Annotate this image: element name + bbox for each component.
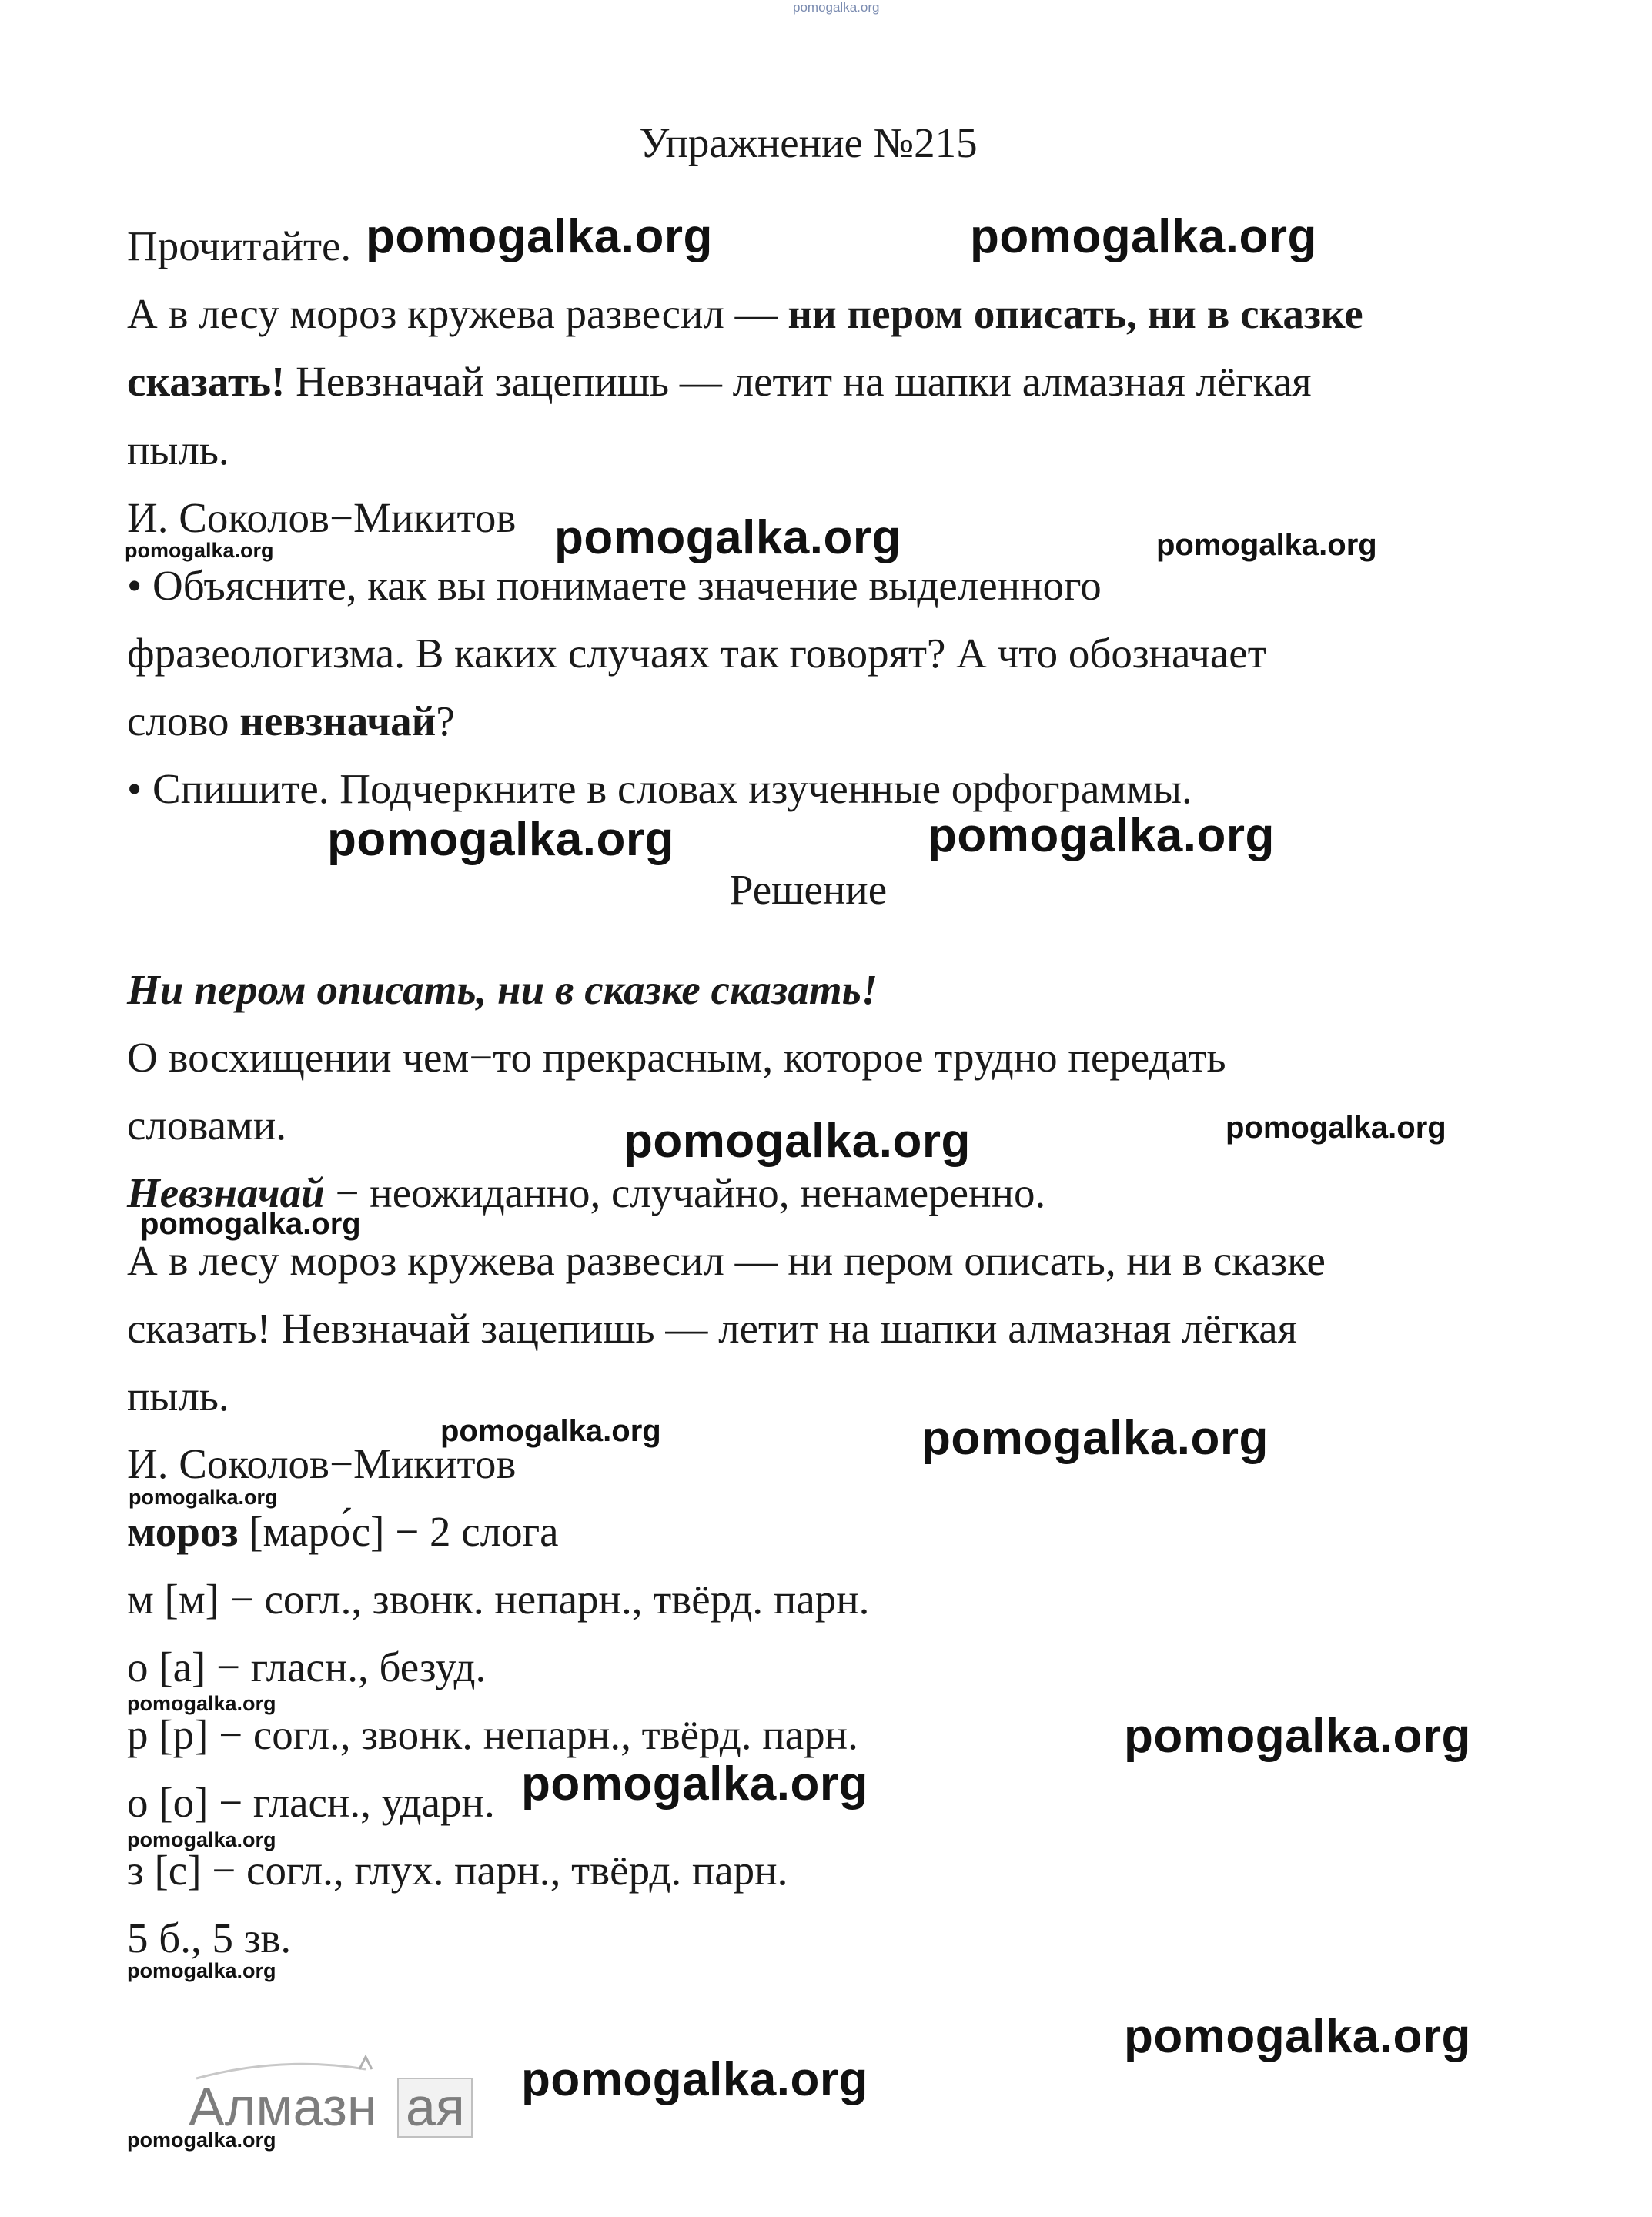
watermark: pomogalka.org	[521, 2053, 868, 2106]
watermark: pomogalka.org	[125, 539, 274, 562]
keyword-nevznachai: невзначай	[239, 697, 436, 744]
sound-row: р [р] − согл., звонк. непарн., твёрд. парн.	[127, 1711, 858, 1758]
watermark: pomogalka.org	[366, 210, 713, 263]
question-mark: ?	[436, 697, 455, 744]
watermark: pomogalka.org	[1124, 1710, 1471, 1763]
copied-text-line-3: пыль.	[127, 1373, 229, 1419]
task-author: И. Соколов−Микитов	[127, 494, 517, 541]
sound-row: з [с] − согл., глух. парн., твёрд. парн.	[127, 1847, 788, 1894]
watermark: pomogalka.org	[921, 1412, 1269, 1465]
copied-author: И. Соколов−Микитов	[127, 1440, 517, 1487]
watermark: pomogalka.org	[127, 2128, 276, 2152]
watermark: pomogalka.org	[127, 1692, 276, 1715]
logo-text-right: ая	[406, 2077, 465, 2137]
letters-sounds-summary: 5 б., 5 зв.	[127, 1914, 292, 1961]
read-instruction: Прочитайте.	[127, 222, 352, 269]
question-1-line-1: • Объясните, как вы понимаете значение выделенного	[127, 562, 1102, 609]
watermark: pomogalka.org	[521, 1757, 868, 1811]
watermark: pomogalka.org	[1156, 528, 1377, 562]
watermark: pomogalka.org	[554, 511, 901, 564]
watermark: pomogalka.org	[928, 809, 1275, 862]
page-title: Упражнение №215	[639, 119, 978, 166]
phraseologism-highlight-end: сказать!	[127, 358, 286, 405]
copied-text-line-2: сказать! Невзначай зацепишь — летит на шапки алмазная лёгкая	[127, 1305, 1298, 1352]
watermark: pomogalka.org	[127, 1828, 276, 1851]
phraseologism-highlight: ни пером описать, ни в сказке	[788, 290, 1363, 337]
meaning-line-2: словами.	[127, 1102, 287, 1149]
watermark: pomogalka.org	[327, 813, 674, 866]
watermark: pomogalka.org	[140, 1207, 361, 1241]
almaznaya-word-image	[189, 2040, 481, 2140]
sound-row: о [о] − гласн., ударн.	[127, 1779, 495, 1826]
watermark: pomogalka.org	[970, 210, 1317, 263]
logo-text-left: Алмазн	[189, 2077, 377, 2137]
solution-heading: Решение	[729, 866, 888, 913]
task-text-line-1	[127, 290, 1363, 337]
watermark: pomogalka.org	[624, 1115, 971, 1168]
watermark: pomogalka.org	[129, 1486, 278, 1509]
definition-text: − неожиданно, случайно, ненамеренно.	[324, 1169, 1046, 1216]
phonetic-analysis-header	[127, 1510, 559, 1553]
task-text-plain: А в лесу мороз кружева развесил —	[127, 290, 788, 337]
phraseologism-heading: Ни пером описать, ни в сказке сказать!	[127, 966, 878, 1013]
watermark: pomogalka.org	[127, 1959, 276, 1982]
question-2: • Спишите. Подчеркните в словах изученные орфограммы.	[127, 765, 1192, 812]
sound-row: о [а] − гласн., безуд.	[127, 1644, 487, 1690]
watermark: pomogalka.org	[440, 1414, 661, 1448]
watermark: pomogalka.org	[1226, 1111, 1446, 1145]
analysis-word: мороз	[127, 1508, 239, 1555]
meaning-line-1: О восхищении чем−то прекрасным, которое трудно передать	[127, 1034, 1226, 1081]
task-text-line-3: пыль.	[127, 426, 229, 473]
copied-text-line-1: А в лесу мороз кружева развесил — ни пером описать, ни в сказке	[127, 1237, 1326, 1284]
sound-row: м [м] − согл., звонк. непарн., твёрд. парн.	[127, 1576, 870, 1623]
watermark-top: pomogalka.org	[793, 0, 880, 15]
watermark: pomogalka.org	[1124, 2010, 1471, 2063]
task-text-plain: Невзначай зацепишь — летит на шапки алмазная лёгкая	[285, 358, 1312, 405]
defined-word: Невзначай	[127, 1169, 325, 1216]
task-text-line-2	[127, 360, 1312, 403]
question-1-line-2: фразеологизма. В каких случаях так говорят? А что обозначает	[127, 630, 1266, 677]
question-1-line-3	[127, 697, 455, 744]
question-text: слово	[127, 697, 240, 744]
analysis-transcription: [маро́с] − 2 слога	[238, 1508, 559, 1555]
